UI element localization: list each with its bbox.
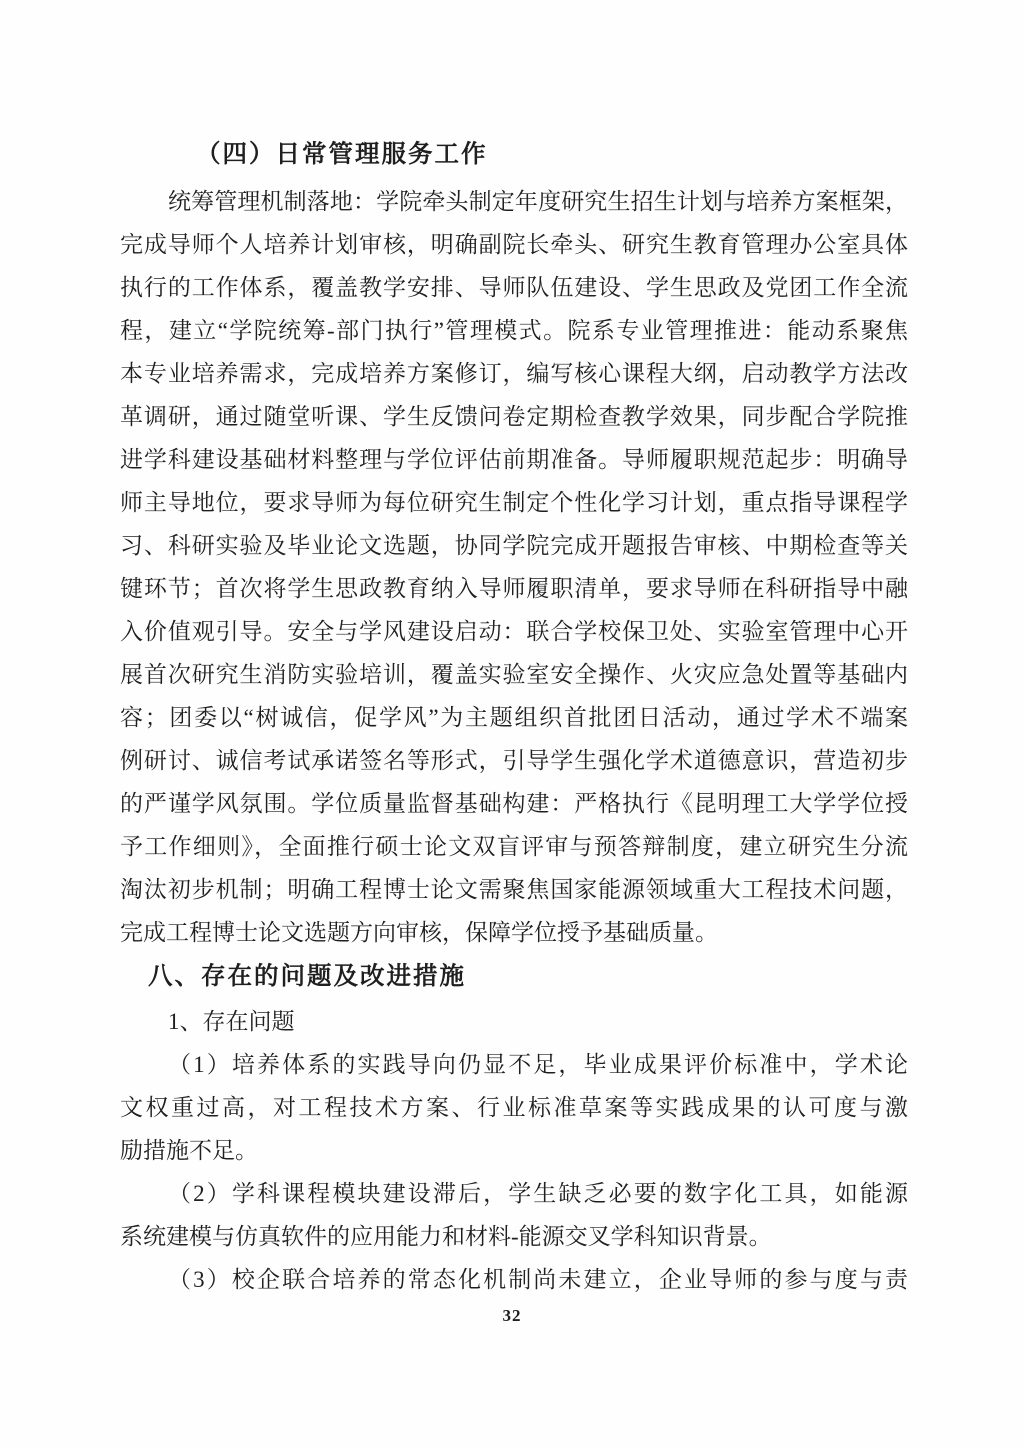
section-4-paragraph [120, 180, 908, 954]
problem-item-2-paragraph [120, 1172, 908, 1258]
text-line: 完成工程博士论文选题方向审核，保障学位授予基础质量。 [120, 920, 718, 945]
text-line: 键环节；首次将学生思政教育纳入导师履职清单，要求导师在科研指导中融 [120, 576, 908, 601]
text-line: 文权重过高，对工程技术方案、行业标准草案等实践成果的认可度与激 [120, 1095, 908, 1120]
text-line: 习、科研实验及毕业论文选题，协同学院完成开题报告审核、中期检查等关 [120, 533, 908, 558]
text-line: 的严谨学风氛围。学位质量监督基础构建：严格执行《昆明理工大学学位授 [120, 791, 908, 816]
problem-item-1-paragraph [120, 1043, 908, 1172]
section-8-heading: 八、存在的问题及改进措施 [148, 963, 466, 990]
text-line: 本专业培养需求，完成培养方案修订，编写核心课程大纲，启动教学方法改 [120, 361, 908, 386]
text-line: 师主导地位，要求导师为每位研究生制定个性化学习计划，重点指导课程学 [120, 490, 908, 515]
text-line: （3）校企联合培养的常态化机制尚未建立，企业导师的参与度与责 [168, 1267, 908, 1292]
text-line: 淘汰初步机制；明确工程博士论文需聚焦国家能源领域重大工程技术问题， [120, 877, 908, 902]
page-number: 32 [502, 1306, 522, 1325]
subsection-1-heading: 1、存在问题 [168, 1009, 295, 1034]
text-line: 革调研，通过随堂听课、学生反馈问卷定期检查教学效果，同步配合学院推 [120, 404, 908, 429]
text-line: （2）学科课程模块建设滞后，学生缺乏必要的数字化工具，如能源 [168, 1181, 908, 1206]
section-4-heading: （四）日常管理服务工作 [196, 141, 488, 168]
text-line: 例研讨、诚信考试承诺签名等形式，引导学生强化学术道德意识，营造初步 [120, 748, 908, 773]
page-content [120, 133, 908, 1301]
text-line: 展首次研究生消防实验培训，覆盖实验室安全操作、火灾应急处置等基础内 [120, 662, 908, 687]
text-line: 系统建模与仿真软件的应用能力和材料-能源交叉学科知识背景。 [120, 1224, 772, 1249]
problem-item-3-paragraph [120, 1258, 908, 1301]
text-line: （1）培养体系的实践导向仍显不足，毕业成果评价标准中，学术论 [168, 1052, 908, 1077]
text-line: 进学科建设基础材料整理与学位评估前期准备。导师履职规范起步：明确导 [120, 447, 908, 472]
text-line: 励措施不足。 [120, 1138, 258, 1163]
text-line: 程，建立“学院统筹-部门执行”管理模式。院系专业管理推进：能动系聚焦 [120, 318, 908, 343]
text-line: 统筹管理机制落地：学院牵头制定年度研究生招生计划与培养方案框架， [168, 189, 908, 214]
text-line: 执行的工作体系，覆盖教学安排、导师队伍建设、学生思政及党团工作全流 [120, 275, 908, 300]
text-line: 入价值观引导。安全与学风建设启动：联合学校保卫处、实验室管理中心开 [120, 619, 908, 644]
text-line: 完成导师个人培养计划审核，明确副院长牵头、研究生教育管理办公室具体 [120, 232, 908, 257]
text-line: 容；团委以“树诚信，促学风”为主题组织首批团日活动，通过学术不端案 [120, 705, 908, 730]
text-line: 予工作细则》，全面推行硕士论文双盲评审与预答辩制度，建立研究生分流 [120, 834, 908, 859]
